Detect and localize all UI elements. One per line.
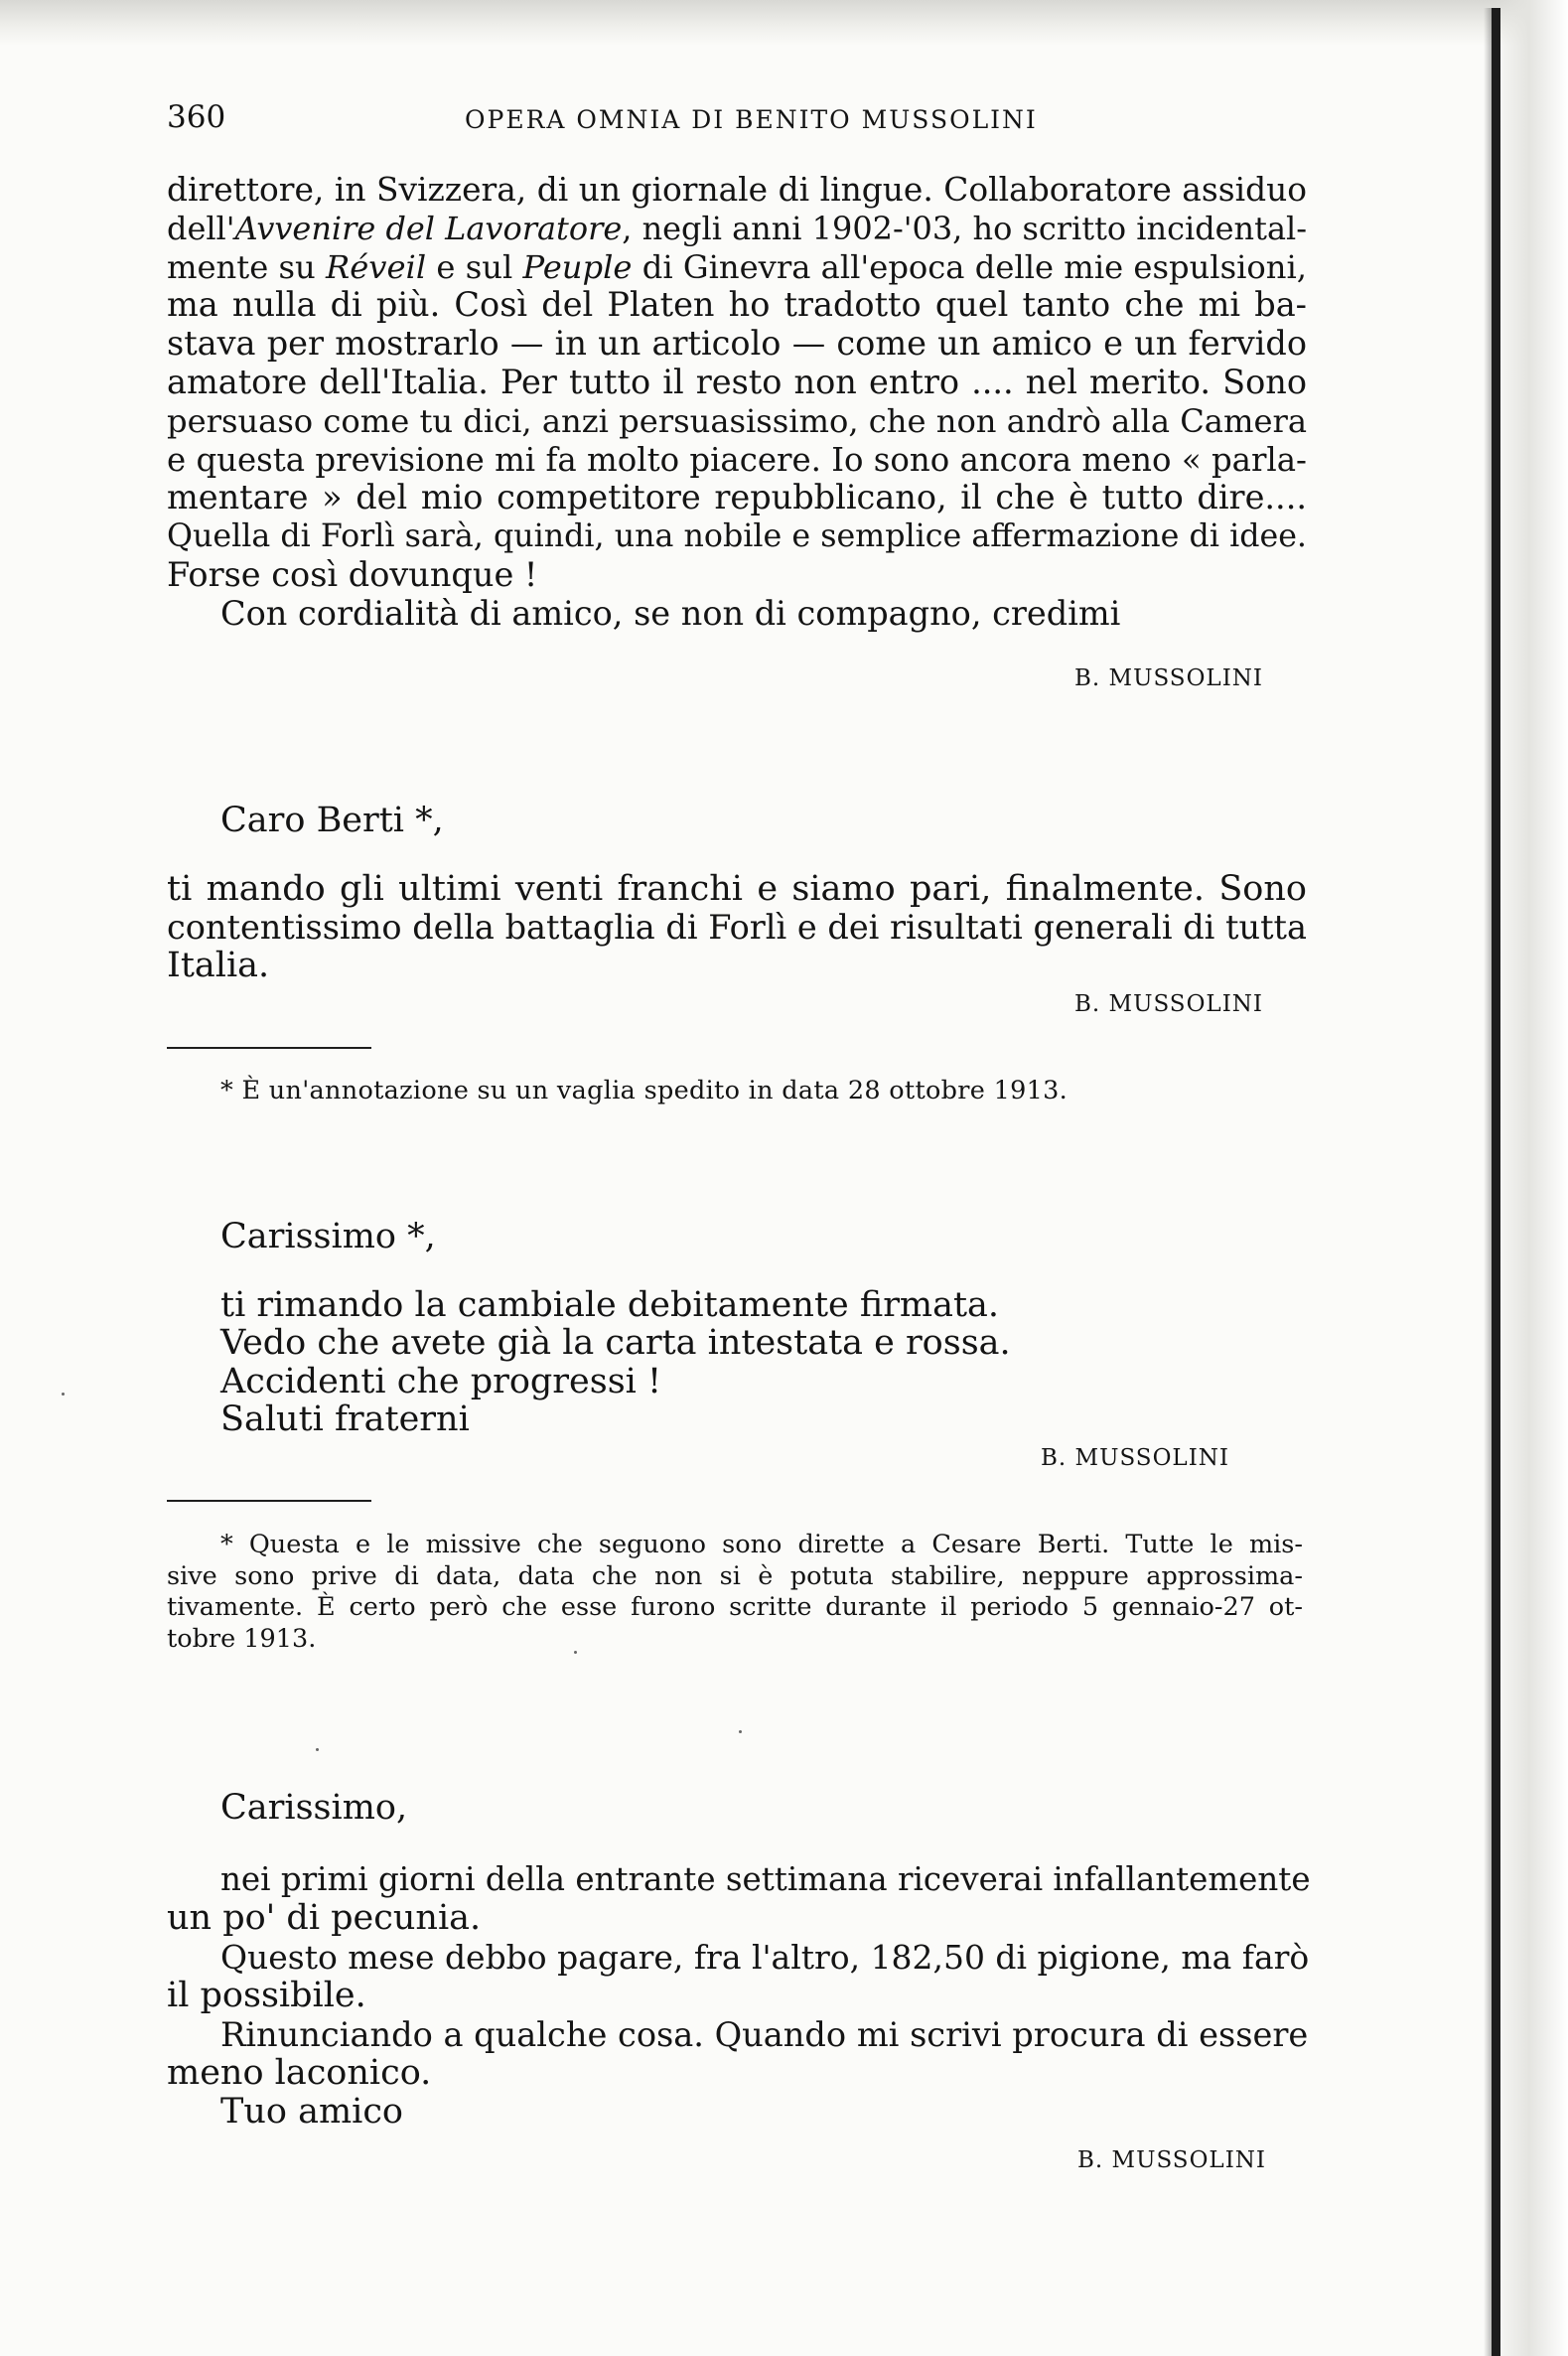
letter1-body [167,171,1307,634]
letter4-salutation: Carissimo, [220,1788,408,1828]
letter4-signature: B. MUSSOLINI [1077,2147,1266,2173]
letter3-salutation: Carissimo *, [220,1217,436,1256]
text-line: persuaso come tu dici, anzi persuasissimo, che non andrò alla Camera [167,401,1307,440]
closing-line: Con cordialità di amico, se non di compagno, credimi [220,593,1121,633]
letter3-signature: B. MUSSOLINI [1041,1445,1229,1471]
text-line: mente su Réveil e sul Peuple di Ginevra all'epoca delle mie espulsioni, [167,247,1307,286]
running-header [167,99,1299,139]
text-line: direttore, in Svizzera, di un giornale di lingue. Collaboratore assiduo [167,171,1307,209]
scan-speck [316,1748,319,1751]
text-line: ti mando gli ultimi venti franchi e siamo pari, finalmente. Sono [167,869,1307,909]
letter1-signature: B. MUSSOLINI [1074,665,1263,691]
text-line: il possibile. [167,1976,366,2015]
text-line: meno laconico. [167,2053,432,2093]
text-line: Rinunciando a qualche cosa. Quando mi scrivi procura di essere [220,2015,1309,2054]
footnote-line: tobre 1913. [167,1623,317,1654]
letter2-signature: B. MUSSOLINI [1074,991,1263,1017]
text-line: contentissimo della battaglia di Forlì e dei risultati generali di tutta [167,907,1307,947]
text-line: e questa previsione mi fa molto piacere. Io sono ancora meno « parla- [167,440,1307,479]
text-line: nei primi giorni della entrante settimana riceverai infallantemente [220,1860,1311,1898]
footnote-line: sive sono prive di data, data che non si è potuta stabilire, neppure approssima- [167,1560,1303,1591]
text-line: Italia. [167,946,270,985]
text-line: ti rimando la cambiale debitamente firmata. [220,1285,1000,1325]
footnote-divider [167,1500,371,1502]
closing-line: Tuo amico [220,2092,404,2132]
footnote-line: tivamente. È certo però che esse furono scritte durante il periodo 5 gennaio-27 ot- [167,1592,1303,1622]
page-number: 360 [167,99,226,135]
text-line: Questo mese debbo pagare, fra l'altro, 182,50 di pigione, ma farò [220,1938,1310,1977]
text-line: Forse così dovunque ! [167,554,538,594]
scan-right-margin [1491,0,1568,2356]
text-line: dell'Avvenire del Lavoratore, negli anni 1902-'03, ho scritto incidental- [167,209,1307,247]
text-line: mentare » del mio competitore repubblicano, il che è tutto dire.... [167,478,1307,517]
footnote-1: * È un'annotazione su un vaglia spedito in data 28 ottobre 1913. [220,1076,1069,1105]
letter2-body [167,870,1307,985]
footnote-2 [167,1530,1303,1655]
text-line: amatore dell'Italia. Per tutto il resto non entro .... nel merito. Sono [167,362,1307,401]
text-line: ma nulla di più. Così del Platen ho tradotto quel tanto che mi ba- [167,285,1307,325]
scan-book-edge [1492,8,1500,2356]
text-line: Quella di Forlì sarà, quindi, una nobile e semplice affermazione di idee. [167,518,1307,555]
running-title: OPERA OMNIA DI BENITO MUSSOLINI [465,105,1038,134]
scan-speck [739,1730,742,1733]
text-line: Saluti fraterni [220,1399,470,1440]
letter2-salutation: Caro Berti *, [220,801,444,840]
scan-gutter-shadow [1484,8,1492,2356]
scan-speck [62,1393,65,1396]
text-line: Accidenti che progressi ! [220,1361,662,1401]
footnote-line: * Questa e le missive che seguono sono dirette a Cesare Berti. Tutte le mis- [220,1530,1303,1559]
text-line: Vedo che avete già la carta intestata e rossa. [220,1323,1011,1364]
letter4-body [167,1860,1311,2132]
text-line: stava per mostrarlo — in un articolo — come un amico e un fervido [167,324,1307,364]
footnote-divider [167,1047,371,1049]
letter3-body [220,1286,1011,1439]
text-line: un po' di pecunia. [167,1898,482,1938]
scan-top-shading [0,0,1568,46]
